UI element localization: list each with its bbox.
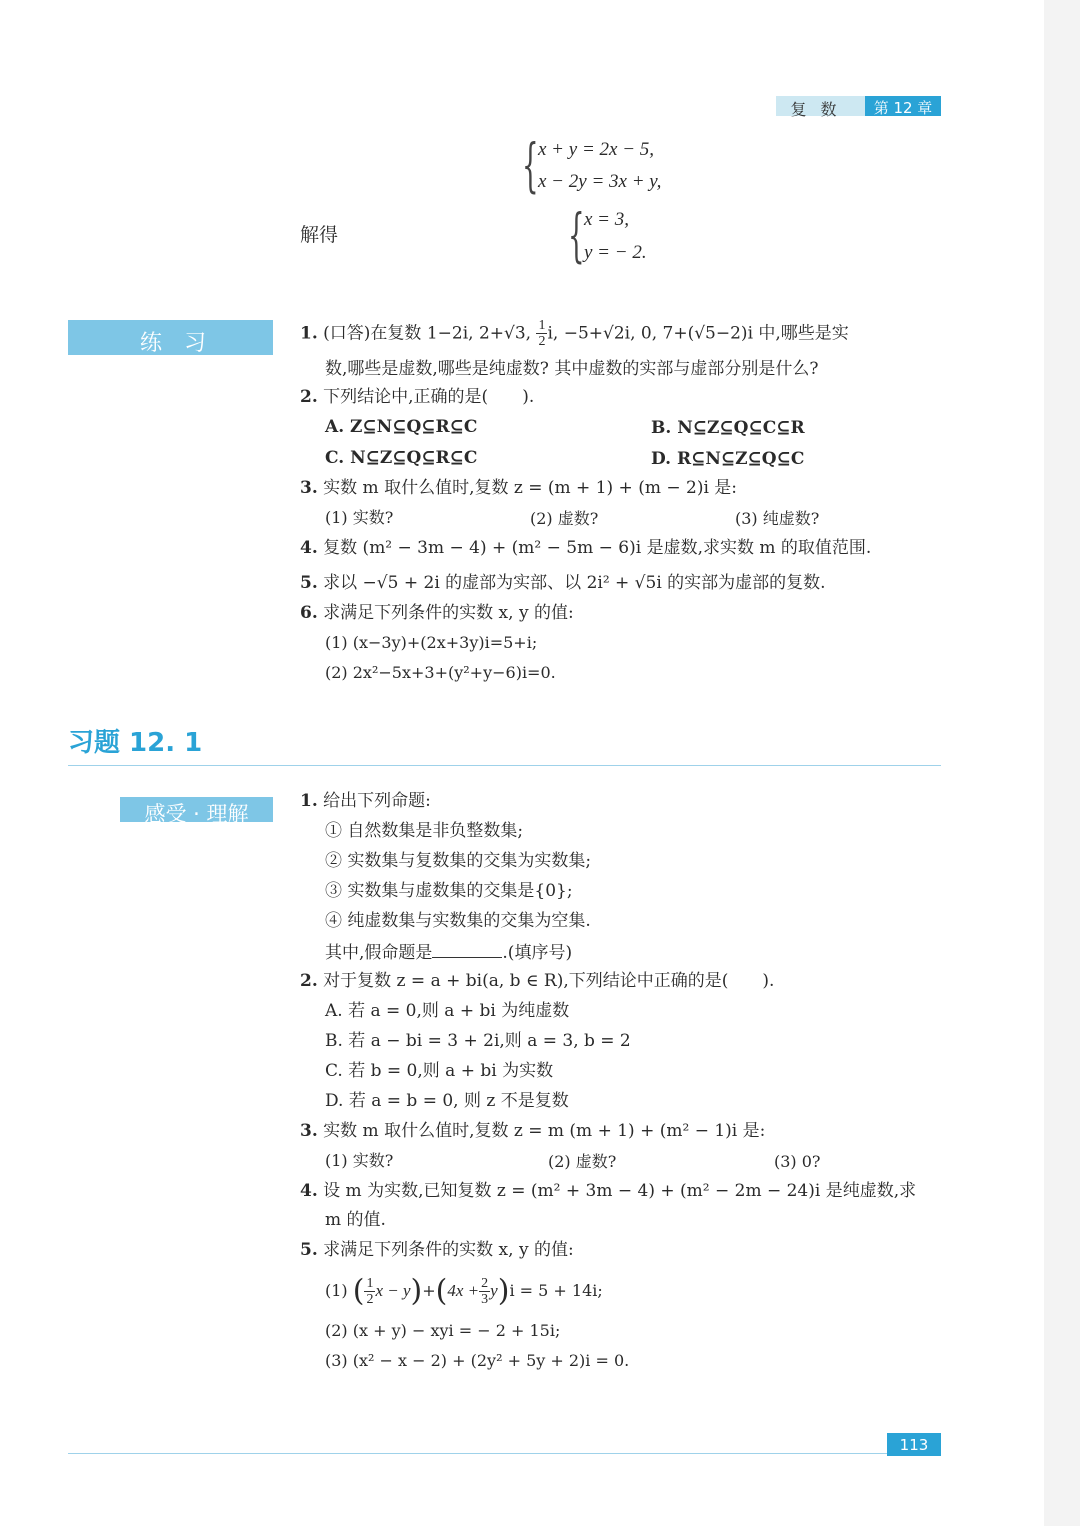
practice-q3-part2: (2) 虚数? bbox=[530, 509, 599, 528]
practice-q2-num: 2. bbox=[300, 387, 318, 407]
solution-y: y = − 2. bbox=[584, 242, 647, 263]
fraction bbox=[479, 1276, 490, 1308]
practice-q3 bbox=[300, 480, 737, 497]
exercise-q3-part1: (1) 实数? bbox=[325, 1151, 394, 1170]
fraction-denominator: 3 bbox=[481, 1292, 489, 1307]
practice-q6-part1: (1) (x−3y)+(2x+3y)i=5+i; bbox=[325, 633, 538, 652]
practice-q2-option-d: D. R⊆N⊆Z⊆Q⊆C bbox=[651, 449, 805, 469]
fraction bbox=[364, 1276, 375, 1308]
solve-label: 解得 bbox=[300, 224, 339, 246]
exercise-q3-text: 实数 m 取什么值时,复数 z = m (m + 1) + (m² − 1)i 是: bbox=[323, 1121, 766, 1141]
practice-q2-option-b: B. N⊆Z⊆Q⊆C⊆R bbox=[651, 418, 805, 438]
fraction-numerator: 2 bbox=[481, 1275, 489, 1291]
exercise-q4-line2: m 的值. bbox=[325, 1210, 386, 1230]
exercise-q5-part2: (2) (x + y) − xyi = − 2 + 15i; bbox=[325, 1321, 561, 1340]
exercise-q3-part3: (3) 0? bbox=[774, 1152, 821, 1171]
exercise-q3-part2: (2) 虚数? bbox=[548, 1152, 617, 1171]
exercise-q2-option-c: C. 若 b = 0,则 a + bi 为实数 bbox=[325, 1061, 554, 1081]
section-divider bbox=[68, 765, 941, 766]
practice-q2-option-a: A. Z⊆N⊆Q⊆R⊆C bbox=[325, 417, 478, 437]
practice-q5-text: 求以 −√5 + 2i 的虚部为实部、以 2i² + √5i 的实部为虚部的复数. bbox=[323, 573, 826, 593]
exercise-q2 bbox=[300, 973, 774, 990]
header-chapter: 第 12 章 bbox=[873, 99, 933, 117]
expr-term: 4x + bbox=[447, 1281, 480, 1300]
exercise-q1-fill bbox=[325, 943, 572, 962]
left-paren: ( bbox=[435, 1273, 448, 1309]
practice-q3-part1: (1) 实数? bbox=[325, 508, 394, 527]
fraction-numerator: 1 bbox=[538, 318, 546, 333]
practice-q5-num: 5. bbox=[300, 573, 318, 593]
exercise-q1-statement4: ④ 纯虚数集与实数集的交集为空集. bbox=[325, 911, 591, 931]
fill-suffix: .(填序号) bbox=[502, 943, 573, 963]
fraction-denominator: 2 bbox=[538, 334, 546, 350]
exercise-q4-text: 设 m 为实数,已知复数 z = (m² + 3m − 4) + (m² − 2m − 24)i 是纯虚数,求 bbox=[323, 1181, 917, 1201]
exercise-q5-text: 求满足下列条件的实数 x, y 的值: bbox=[323, 1240, 574, 1260]
header-title: 复数 bbox=[790, 100, 851, 119]
exercise-q1 bbox=[300, 793, 431, 810]
exercise-title: 习题 12. 1 bbox=[68, 728, 203, 758]
answer-blank[interactable] bbox=[432, 943, 502, 958]
exercise-q1-statement3: ③ 实数集与虚数集的交集是{0}; bbox=[325, 881, 573, 901]
fraction-denominator: 2 bbox=[366, 1292, 374, 1307]
practice-q4-num: 4. bbox=[300, 538, 318, 558]
exercise-q2-text: 对于复数 z = a + bi(a, b ∈ R),下列结论中正确的是( ). bbox=[323, 971, 775, 991]
exercise-q4-num: 4. bbox=[300, 1181, 318, 1201]
system-eq1: x + y = 2x − 5, bbox=[538, 139, 655, 160]
practice-q1-num: 1. bbox=[300, 323, 318, 344]
exercise-q4 bbox=[300, 1183, 916, 1200]
exercise-q2-num: 2. bbox=[300, 971, 318, 991]
expr-term: x − y bbox=[375, 1281, 411, 1300]
practice-q6-text: 求满足下列条件的实数 x, y 的值: bbox=[323, 603, 574, 623]
practice-q4 bbox=[300, 540, 871, 557]
exercise-q2-option-b: B. 若 a − bi = 3 + 2i,则 a = 3, b = 2 bbox=[325, 1031, 631, 1051]
exercise-q1-text: 给出下列命题: bbox=[323, 791, 431, 811]
practice-q2-option-c: C. N⊆Z⊆Q⊆R⊆C bbox=[325, 448, 478, 468]
exercise-q1-statement2: ② 实数集与复数集的交集为实数集; bbox=[325, 851, 592, 871]
practice-q1-text-a: (口答)在复数 1−2i, 2+√3, bbox=[323, 323, 537, 344]
exercise-q5 bbox=[300, 1242, 574, 1259]
exercise-q1-statement1: ① 自然数集是非负整数集; bbox=[325, 821, 524, 841]
practice-q3-num: 3. bbox=[300, 478, 318, 498]
right-paren: ) bbox=[497, 1273, 510, 1309]
exercise-q5-num: 5. bbox=[300, 1240, 318, 1260]
practice-q6 bbox=[300, 605, 574, 622]
solution-x: x = 3, bbox=[584, 209, 630, 230]
right-paren: ) bbox=[410, 1273, 423, 1309]
practice-q4-text: 复数 (m² − 3m − 4) + (m² − 5m − 6)i 是虚数,求实数 m 的取值范围. bbox=[323, 538, 872, 558]
practice-q3-part3: (3) 纯虚数? bbox=[735, 509, 820, 528]
system-brace: { bbox=[522, 131, 539, 199]
practice-q3-text: 实数 m 取什么值时,复数 z = (m + 1) + (m − 2)i 是: bbox=[323, 478, 738, 498]
exercise-q3 bbox=[300, 1123, 765, 1140]
footer-rule bbox=[68, 1453, 888, 1454]
fraction bbox=[536, 318, 547, 350]
page-edge-shade bbox=[1044, 0, 1080, 1526]
solution-brace: { bbox=[568, 201, 585, 269]
practice-q1-line2: 数,哪些是虚数,哪些是纯虚数? 其中虚数的实部与虚部分别是什么? bbox=[325, 359, 819, 379]
exercise-q5-part3: (3) (x² − x − 2) + (2y² + 5y + 2)i = 0. bbox=[325, 1351, 630, 1370]
practice-q1-text-b: i, −5+√2i, 0, 7+(√5−2)i 中,哪些是实 bbox=[547, 323, 849, 344]
left-paren: ( bbox=[352, 1273, 365, 1309]
exercise-q5-part1 bbox=[325, 1272, 603, 1311]
page-number: 113 bbox=[899, 1436, 929, 1454]
expr-end: i = 5 + 14i; bbox=[509, 1281, 603, 1300]
system-eq2: x − 2y = 3x + y, bbox=[538, 171, 662, 192]
exercise-q2-option-d: D. 若 a = b = 0, 则 z 不是复数 bbox=[325, 1091, 569, 1111]
practice-q1 bbox=[300, 318, 849, 350]
part-label: (1) bbox=[325, 1281, 348, 1300]
practice-q6-num: 6. bbox=[300, 603, 318, 623]
understanding-label: 感受 · 理解 bbox=[144, 802, 249, 826]
practice-q5 bbox=[300, 575, 826, 592]
practice-q2 bbox=[300, 389, 534, 406]
fraction-numerator: 1 bbox=[366, 1275, 374, 1291]
fill-prefix: 其中,假命题是 bbox=[325, 943, 433, 963]
expr-term: y bbox=[490, 1281, 498, 1300]
practice-label: 练习 bbox=[140, 331, 229, 356]
plus-sign: + bbox=[422, 1281, 436, 1300]
exercise-q2-option-a: A. 若 a = 0,则 a + bi 为纯虚数 bbox=[325, 1001, 570, 1021]
practice-q2-text: 下列结论中,正确的是( ). bbox=[323, 387, 535, 407]
practice-q6-part2: (2) 2x²−5x+3+(y²+y−6)i=0. bbox=[325, 663, 556, 682]
exercise-q1-num: 1. bbox=[300, 791, 318, 811]
exercise-q3-num: 3. bbox=[300, 1121, 318, 1141]
